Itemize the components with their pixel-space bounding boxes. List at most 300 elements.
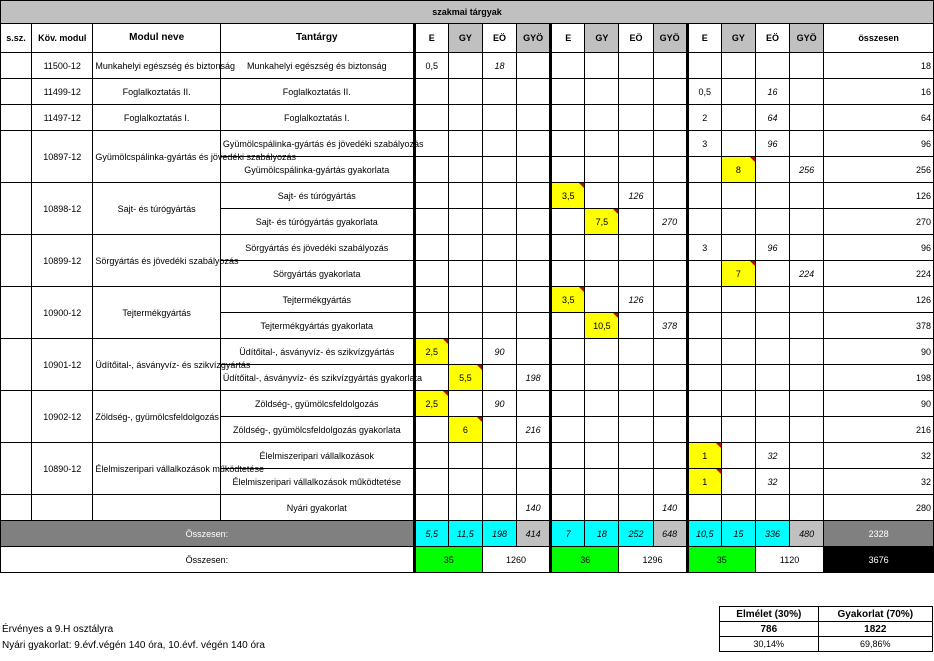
subject-name: Üdítőital-, ásványvíz- és szikvízgyártás gyakorlata [220,365,414,391]
hours-cell [551,391,585,417]
row-total: 224 [824,261,934,287]
hours-cell: 90 [482,339,516,365]
hours-cell [414,495,448,521]
hours-cell [517,313,551,339]
hours-cell [585,157,619,183]
row-total: 198 [824,365,934,391]
row-total: 126 [824,287,934,313]
hours-cell [414,235,448,261]
hours-cell: 7,5 [585,209,619,235]
hours-cell [448,105,482,131]
hours-cell [790,79,824,105]
row-total: 32 [824,469,934,495]
row-number [1,339,32,391]
row-total: 256 [824,157,934,183]
hours-cell [414,157,448,183]
sum-cell: 15 [721,521,755,547]
hours-cell [414,183,448,209]
hours-cell [790,287,824,313]
hours-cell [585,79,619,105]
hours-cell [721,209,755,235]
hours-cell [755,183,789,209]
hours-cell [619,365,653,391]
header-kov-modul: Köv. modul [32,24,93,53]
hours-cell [482,235,516,261]
hours-cell [551,365,585,391]
hours-cell [755,53,789,79]
sum-label: Összesen: [1,521,415,547]
hours-cell [585,261,619,287]
hours-cell [482,417,516,443]
hours-cell [482,79,516,105]
sum-week-cell: 35 [414,547,482,573]
row-total: 216 [824,417,934,443]
sum-cell: 7 [551,521,585,547]
row-total: 96 [824,235,934,261]
hours-cell [755,209,789,235]
sum-week-cell: 1296 [619,547,687,573]
hours-cell: 140 [517,495,551,521]
hours-cell: 10,5 [585,313,619,339]
hours-cell [448,183,482,209]
hours-cell [482,183,516,209]
hours-cell: 126 [619,287,653,313]
hours-cell [790,469,824,495]
subject-name: Élelmiszeripari vállalkozások [220,443,414,469]
module-name: Munkahelyi egészség és biztonság [93,53,221,79]
hours-cell [551,417,585,443]
module-code: 10898-12 [32,183,93,235]
hours-cell [448,157,482,183]
hours-cell [721,391,755,417]
hours-cell [619,339,653,365]
hours-cell [551,105,585,131]
module-code: 11500-12 [32,53,93,79]
summary-table [719,606,933,652]
hours-cell [755,391,789,417]
subject-name: Munkahelyi egészség és biztonság [220,53,414,79]
hours-cell [448,235,482,261]
row-number [1,53,32,79]
header-eo-3: EÖ [755,24,789,53]
header-tantargy: Tantárgy [220,24,414,53]
sum-cell: 648 [653,521,687,547]
hours-cell [551,443,585,469]
hours-cell [721,339,755,365]
row-total: 18 [824,53,934,79]
hours-cell: 32 [755,443,789,469]
hours-cell [653,131,687,157]
hours-cell [517,235,551,261]
hours-cell [619,53,653,79]
hours-cell [687,183,721,209]
hours-cell [653,157,687,183]
sum-week-cell: 36 [551,547,619,573]
hours-cell [551,261,585,287]
module-name: Sörgyártás és jövedéki szabályozás [93,235,221,287]
hours-cell [448,313,482,339]
hours-cell [653,53,687,79]
hours-cell [551,209,585,235]
hours-cell [790,105,824,131]
module-code: 10901-12 [32,339,93,391]
header-osszesen: összesen [824,24,934,53]
subject-name: Gyümölcspálinka-gyártás gyakorlata [220,157,414,183]
hours-cell [790,313,824,339]
hours-cell [653,261,687,287]
hours-cell [551,131,585,157]
summary-elmelet-pct: 30,14% [720,637,819,652]
hours-cell [619,443,653,469]
hours-cell [721,495,755,521]
hours-cell [790,417,824,443]
hours-cell [414,105,448,131]
hours-cell: 198 [517,365,551,391]
sum-cell: 18 [585,521,619,547]
sum-cell: 414 [517,521,551,547]
row-number [1,443,32,495]
hours-cell [619,157,653,183]
hours-cell [585,443,619,469]
subject-name: Sajt- és túrógyártás [220,183,414,209]
hours-cell [653,105,687,131]
hours-cell [482,261,516,287]
summary-elmelet-label: Elmélet (30%) [720,607,819,622]
hours-cell [721,417,755,443]
hours-cell [585,287,619,313]
hours-cell: 256 [790,157,824,183]
hours-cell [653,79,687,105]
hours-cell [619,131,653,157]
hours-cell: 96 [755,131,789,157]
hours-cell: 270 [653,209,687,235]
hours-cell [517,339,551,365]
header-gy-2: GY [585,24,619,53]
hours-cell [653,183,687,209]
subject-name: Tejtermékgyártás [220,287,414,313]
hours-cell [585,53,619,79]
hours-cell: 5,5 [448,365,482,391]
hours-cell [790,391,824,417]
hours-cell [653,235,687,261]
subject-name: Sörgyártás gyakorlata [220,261,414,287]
hours-cell [517,287,551,313]
hours-cell [687,365,721,391]
hours-cell [517,157,551,183]
subject-name: Tejtermékgyártás gyakorlata [220,313,414,339]
module-code: 10902-12 [32,391,93,443]
sum-week-cell: 1120 [755,547,823,573]
hours-cell: 3,5 [551,287,585,313]
hours-cell [721,131,755,157]
hours-cell: 7 [721,261,755,287]
module-code: 10890-12 [32,443,93,495]
module-code: 10899-12 [32,235,93,287]
hours-cell [687,157,721,183]
hours-cell [790,235,824,261]
hours-cell: 2,5 [414,391,448,417]
hours-cell [687,495,721,521]
hours-cell [619,105,653,131]
sum-cell: 5,5 [414,521,448,547]
hours-cell [619,313,653,339]
hours-cell [482,157,516,183]
summary-gyakorlat-value: 1822 [818,622,932,637]
hours-cell [585,105,619,131]
hours-cell [517,391,551,417]
hours-cell: 224 [790,261,824,287]
module-code: 11497-12 [32,105,93,131]
header-gyo-2: GYÖ [653,24,687,53]
module-name: Zöldség-, gyümölcsfeldolgozás [93,391,221,443]
subject-name: Sörgyártás és jövedéki szabályozás [220,235,414,261]
hours-cell [585,469,619,495]
hours-cell [790,131,824,157]
hours-cell [414,287,448,313]
hours-cell [585,131,619,157]
sum-label: Összesen: [1,547,415,573]
row-total: 378 [824,313,934,339]
sum-cell: 252 [619,521,653,547]
hours-cell [721,469,755,495]
hours-cell [585,183,619,209]
hours-cell [585,365,619,391]
hours-cell [551,157,585,183]
hours-cell [551,339,585,365]
hours-cell: 126 [619,183,653,209]
hours-cell [551,79,585,105]
subject-name: Foglalkoztatás I. [220,105,414,131]
row-number [1,495,32,521]
hours-cell [414,469,448,495]
hours-cell [448,79,482,105]
sum-cell: 336 [755,521,789,547]
hours-cell [721,105,755,131]
hours-cell [653,391,687,417]
row-total: 280 [824,495,934,521]
row-total: 90 [824,391,934,417]
hours-cell [687,417,721,443]
hours-cell [482,313,516,339]
hours-cell [517,79,551,105]
hours-cell [721,79,755,105]
hours-cell [619,417,653,443]
hours-cell [482,365,516,391]
hours-cell [721,313,755,339]
hours-cell [551,53,585,79]
hours-cell: 90 [482,391,516,417]
hours-cell [653,469,687,495]
subject-name: Üdítőital-, ásványvíz- és szikvízgyártás [220,339,414,365]
hours-cell [448,443,482,469]
hours-cell: 96 [755,235,789,261]
module-code-empty [32,495,93,521]
module-name: Tejtermékgyártás [93,287,221,339]
hours-cell [755,287,789,313]
hours-cell [619,235,653,261]
hours-cell [551,495,585,521]
hours-cell [448,53,482,79]
hours-cell [551,313,585,339]
hours-cell [585,339,619,365]
hours-cell: 216 [517,417,551,443]
hours-cell [790,495,824,521]
hours-cell: 2 [687,105,721,131]
row-total: 90 [824,339,934,365]
hours-cell [755,157,789,183]
hours-cell [448,287,482,313]
hours-cell [619,261,653,287]
hours-cell [517,261,551,287]
hours-cell [755,365,789,391]
row-total: 126 [824,183,934,209]
hours-cell [755,339,789,365]
hours-cell [414,443,448,469]
hours-cell [585,417,619,443]
hours-cell: 32 [755,469,789,495]
module-name: Foglalkoztatás II. [93,79,221,105]
hours-cell: 16 [755,79,789,105]
hours-cell [721,53,755,79]
hours-cell [482,495,516,521]
hours-cell [517,105,551,131]
hours-cell: 1 [687,443,721,469]
hours-cell [687,339,721,365]
row-total: 64 [824,105,934,131]
row-number [1,183,32,235]
hours-cell [482,469,516,495]
row-total: 270 [824,209,934,235]
module-code: 10897-12 [32,131,93,183]
row-total: 96 [824,131,934,157]
row-total: 32 [824,443,934,469]
hours-cell [448,209,482,235]
hours-cell [448,131,482,157]
hours-cell [619,495,653,521]
hours-cell [790,443,824,469]
hours-cell [414,313,448,339]
sum-cell: 10,5 [687,521,721,547]
hours-cell [414,209,448,235]
hours-cell: 6 [448,417,482,443]
hours-cell [790,339,824,365]
hours-cell [448,391,482,417]
sum-week-cell: 35 [687,547,755,573]
hours-cell [687,261,721,287]
hours-cell [687,53,721,79]
sum-cell: 480 [790,521,824,547]
hours-cell [517,131,551,157]
hours-cell [790,53,824,79]
hours-cell [619,391,653,417]
hours-cell: 3 [687,235,721,261]
hours-cell: 378 [653,313,687,339]
module-name: Üdítőital-, ásványvíz- és szikvízgyártás [93,339,221,391]
hours-cell: 140 [653,495,687,521]
row-number [1,235,32,287]
header-gyo-1: GYÖ [517,24,551,53]
hours-cell [687,209,721,235]
hours-cell [755,495,789,521]
hours-cell [653,339,687,365]
hours-cell [687,287,721,313]
header-e-1: E [414,24,448,53]
note-summer-practice: Nyári gyakorlat: 9.évf.végén 140 óra, 10.évf. végén 140 óra [2,640,265,651]
row-number [1,391,32,443]
module-name: Foglalkoztatás I. [93,105,221,131]
hours-cell: 2,5 [414,339,448,365]
header-e-3: E [687,24,721,53]
header-ssz: s.sz. [1,24,32,53]
hours-cell [721,183,755,209]
module-code: 11499-12 [32,79,93,105]
hours-cell [517,443,551,469]
row-number [1,287,32,339]
hours-cell [448,339,482,365]
hours-cell [517,53,551,79]
header-e-2: E [551,24,585,53]
sum-week-cell: 1260 [482,547,550,573]
hours-cell [482,131,516,157]
hours-cell [653,287,687,313]
hours-cell [414,261,448,287]
hours-cell [755,313,789,339]
hours-cell [414,79,448,105]
hours-cell: 3,5 [551,183,585,209]
hours-cell [482,105,516,131]
hours-cell: 18 [482,53,516,79]
row-number [1,131,32,183]
summary-elmelet-value: 786 [720,622,819,637]
hours-cell [755,417,789,443]
summary-gyakorlat-pct: 69,86% [818,637,932,652]
header-gy-3: GY [721,24,755,53]
hours-cell [653,443,687,469]
hours-cell [517,183,551,209]
hours-cell [653,365,687,391]
hours-cell: 1 [687,469,721,495]
hours-cell [721,443,755,469]
hours-cell [790,209,824,235]
hours-cell [482,443,516,469]
hours-cell [551,235,585,261]
hours-cell [721,235,755,261]
hours-cell [482,287,516,313]
sum-total: 2328 [824,521,934,547]
hours-cell [687,313,721,339]
hours-cell [414,417,448,443]
hours-cell [721,287,755,313]
subject-name: Gyümölcspálinka-gyártás és jövedéki szabályozás [220,131,414,157]
module-name-empty [93,495,221,521]
sum-cell: 11,5 [448,521,482,547]
hours-cell [517,469,551,495]
hours-cell: 3 [687,131,721,157]
row-number [1,105,32,131]
subject-name: Zöldség-, gyümölcsfeldolgozás [220,391,414,417]
grand-total: 3676 [824,547,934,573]
hours-cell [517,209,551,235]
sum-cell: 198 [482,521,516,547]
hours-cell: 8 [721,157,755,183]
hours-cell: 0,5 [687,79,721,105]
hours-cell [448,261,482,287]
hours-cell [585,235,619,261]
module-name: Gyümölcspálinka-gyártás és jövedéki szabályozás [93,131,221,183]
hours-cell [448,495,482,521]
header-modul-neve: Modul neve [93,24,221,53]
hours-cell [790,365,824,391]
